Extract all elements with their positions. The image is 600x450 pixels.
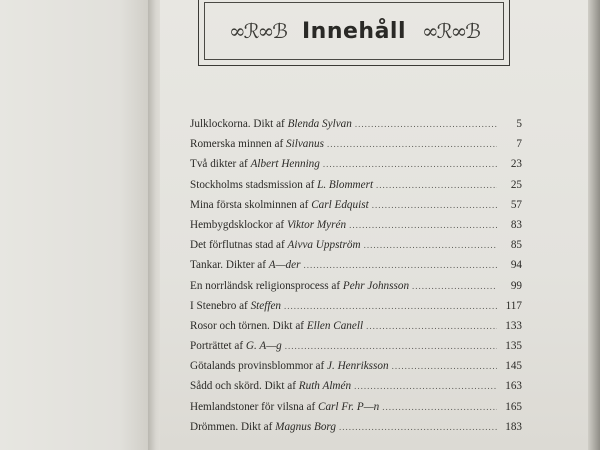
toc-leader-dots <box>303 260 497 270</box>
toc-leader-dots <box>392 361 497 371</box>
toc-entry <box>190 118 522 138</box>
toc-entry-title <box>190 401 379 413</box>
toc-leader-dots <box>354 381 497 391</box>
toc-entry-prefix: Stockholms stadsmission af <box>190 178 318 191</box>
ornament-left-icon: ∞ℛ∞ℬ <box>228 19 286 43</box>
toc-leader-dots <box>382 402 497 412</box>
toc-entry-author: Blenda Sylvan <box>287 118 352 130</box>
title-frame-inner <box>204 2 504 60</box>
toc-leader-dots <box>339 422 497 432</box>
toc-entry-title <box>190 199 369 211</box>
toc-entry-title <box>190 360 389 372</box>
toc-entry-author: Viktor Myrén <box>286 218 347 231</box>
toc-leader-dots <box>366 321 497 331</box>
toc-leader-dots <box>376 180 497 190</box>
toc-entry <box>190 138 522 158</box>
toc-entry-prefix: Två dikter af <box>190 158 251 171</box>
toc-entry <box>190 380 522 400</box>
toc-entry-author: Ruth Almén <box>298 380 352 393</box>
toc-entry-author: Silvanus <box>286 138 324 151</box>
toc-entry-title <box>190 239 361 251</box>
toc-entry-title <box>190 259 300 271</box>
toc-entry-author: Pehr Johnsson <box>342 279 410 292</box>
toc-page-number: 117 <box>505 299 522 312</box>
toc-page-number: 94 <box>510 259 522 272</box>
toc-entry <box>190 158 522 178</box>
toc-entry-prefix: Hemlandstoner för vilsna af <box>190 400 318 413</box>
toc-leader-dots <box>349 220 497 230</box>
toc-entry-prefix: Porträttet af <box>190 340 246 353</box>
toc-entry <box>190 259 522 279</box>
toc-page-number: 135 <box>505 340 522 353</box>
toc-entry-author: Carl Edquist <box>311 198 369 211</box>
toc-entry-author: Ellen Canell <box>306 319 364 332</box>
toc-page-number: 7 <box>516 138 522 151</box>
toc-entry-prefix: Romerska minnen af <box>190 138 287 151</box>
toc-entry-prefix: Tankar. Dikter af <box>190 259 269 272</box>
toc-entry-prefix: Rosor och törnen. Dikt af <box>190 319 307 332</box>
toc-entry <box>190 320 522 340</box>
toc-page-number: 25 <box>510 178 522 191</box>
toc-entry-author: J. Henriksson <box>327 360 389 373</box>
toc-entry-prefix: Mina första skolminnen af <box>190 198 312 211</box>
toc-entry-prefix: Sådd och skörd. Dikt af <box>190 380 299 393</box>
toc-entry-prefix: Det förflutnas stad af <box>190 239 288 252</box>
toc-leader-dots <box>412 281 497 291</box>
toc-entry-author: Carl Fr. P—n <box>318 400 380 413</box>
toc-page-number: 163 <box>505 380 522 393</box>
page-edge <box>588 0 600 450</box>
toc-leader-dots <box>364 240 497 250</box>
toc-entry-title <box>190 118 352 130</box>
toc-entry-title <box>190 300 281 312</box>
toc-entry-prefix: I Stenebro af <box>190 299 251 312</box>
toc-page-number: 99 <box>510 279 522 292</box>
toc-entry-title <box>190 158 320 170</box>
toc-entry-title <box>190 179 373 191</box>
toc-entry <box>190 421 522 441</box>
toc-entry-title <box>190 421 336 433</box>
toc-entry-title <box>190 138 324 150</box>
toc-entry-author: G. A—g <box>245 340 282 353</box>
table-of-contents <box>190 118 522 441</box>
toc-page-number: 85 <box>510 239 522 252</box>
toc-page-number: 133 <box>505 319 522 332</box>
toc-leader-dots <box>284 301 497 311</box>
toc-entry <box>190 340 522 360</box>
toc-entry-author: Steffen <box>250 299 282 312</box>
page-title: Innehåll <box>301 18 407 44</box>
toc-page-number: 5 <box>516 118 522 130</box>
toc-leader-dots <box>285 341 497 351</box>
toc-page-number: 23 <box>510 158 522 171</box>
toc-entry-author: L. Blommert <box>317 178 374 191</box>
toc-entry <box>190 179 522 199</box>
toc-page-number: 83 <box>510 218 522 231</box>
title-frame <box>198 0 510 66</box>
ornament-right-icon: ∞ℛ∞ℬ <box>422 19 480 43</box>
toc-entry <box>190 360 522 380</box>
toc-entry-prefix: Hembygdsklockor af <box>190 218 287 231</box>
toc-page-number: 165 <box>505 400 522 413</box>
toc-leader-dots <box>355 119 497 129</box>
toc-entry-prefix: Drömmen. Dikt af <box>190 420 276 433</box>
toc-entry <box>190 280 522 300</box>
toc-leader-dots <box>327 139 497 149</box>
toc-entry <box>190 401 522 421</box>
toc-entry <box>190 239 522 259</box>
toc-entry-prefix: Götalands provinsblommor af <box>190 360 328 373</box>
toc-page-number: 57 <box>510 198 522 211</box>
toc-entry-author: Aivva Uppström <box>287 239 361 252</box>
toc-entry-prefix: En norrländsk religionsprocess af <box>190 279 343 292</box>
toc-entry-prefix: Julklockorna. Dikt af <box>190 118 288 130</box>
toc-entry-title <box>190 380 351 392</box>
toc-page-number: 183 <box>505 420 522 433</box>
toc-entry-title <box>190 280 409 292</box>
toc-leader-dots <box>372 200 497 210</box>
toc-entry-title <box>190 219 346 231</box>
toc-entry-title <box>190 340 282 352</box>
toc-entry-author: A—der <box>268 259 301 272</box>
left-page <box>0 0 150 450</box>
toc-page-number: 145 <box>505 360 522 373</box>
toc-entry-author: Albert Henning <box>250 158 320 171</box>
toc-leader-dots <box>323 159 497 169</box>
toc-entry <box>190 199 522 219</box>
toc-entry-author: Magnus Borg <box>275 420 336 433</box>
toc-entry-title <box>190 320 363 332</box>
toc-entry <box>190 300 522 320</box>
toc-entry <box>190 219 522 239</box>
